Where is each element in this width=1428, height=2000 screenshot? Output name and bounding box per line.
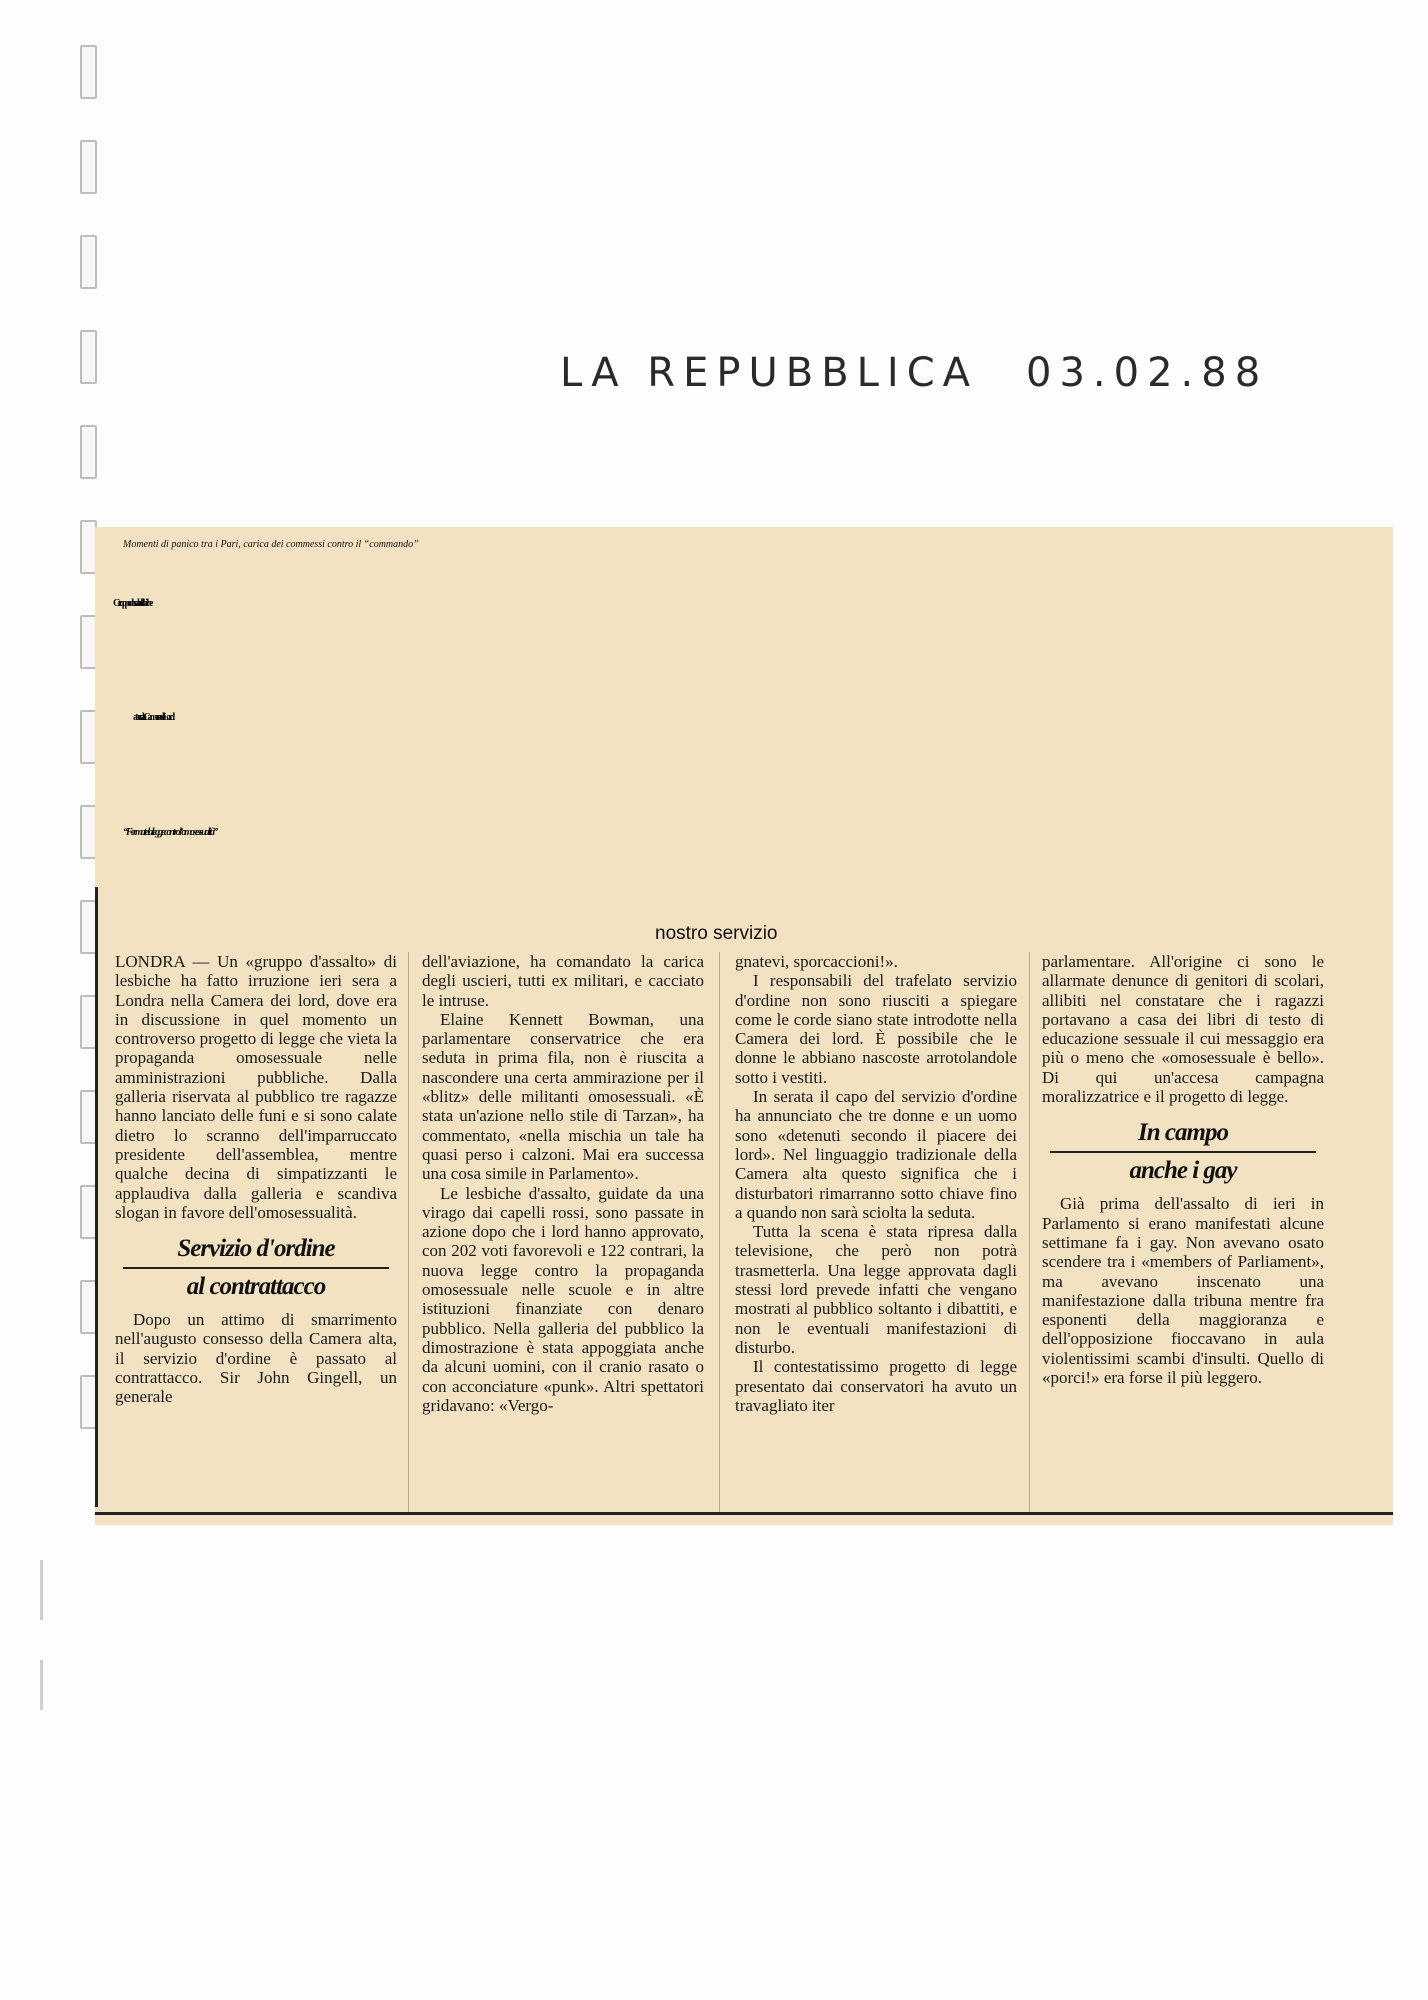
binder-hole-mark [80,425,97,479]
article-column-2 [422,952,704,1415]
handwritten-source-note [560,350,1316,396]
article-subhead: “Fermate la legge contro l’omosessualità” [123,827,216,838]
section-subtitle-line2: anche i gay [1129,1157,1237,1185]
paragraph: gnatevi, sporcaccioni!». [735,952,898,971]
article-byline: nostro servizio [655,923,778,944]
binder-hole-mark [80,330,97,384]
column-separator [719,952,720,1512]
binder-hole-mark [80,235,97,289]
article-headline-line2: attacca la Camera dei Lord [133,712,173,723]
section-subtitle [115,1234,397,1302]
handwritten-date: 03.02.88 [1026,350,1269,396]
section-subtitle-line1: Servizio d'ordine [177,1235,335,1263]
section-subtitle [1042,1118,1324,1186]
clipping-bottom-rule [95,1512,1393,1515]
article-headline-line1: Gruppo d’assalto di lesbiche [113,598,151,609]
article-column-4 [1042,952,1324,1387]
clipping-left-rule [95,887,98,1507]
paragraph: LONDRA — Un «gruppo d'assalto» di lesbiche ha fatto irruzione ieri sera a Londra nella Camera dei lord, dove era in discussione in quel momento un controverso progetto di legge che vieta la propaganda omosessuale nelle amministrazioni pubbliche. Dalla galleria riservata al pubblico tre ragazze hanno lanciato delle funi e si sono calate dietro lo scranno dell'imparruccato presidente dell'assemblea, mentre qualche decina di simpatizzanti le applaudiva dalla galleria e scandiva slogan in favore dell'omosessualità. [115,952,397,1222]
page-edge-mark [40,1560,43,1620]
paragraph: parlamentare. All'origine ci sono le allarmate denunce di genitori di scolari, allibiti nel constatare che i ragazzi portavano a casa dei libri di testo di educazione sessuale il cui messaggio era più o meno che «omosessuale è bello». Di qui un'accesa campagna moralizzatrice e il progetto di legge. [1042,952,1324,1107]
paragraph: Elaine Kennett Bowman, una parlamentare conservatrice che era seduta in prima fila, non è riuscita a nascondere una certa ammirazione per il «blitz» delle militanti omosessuali. «È stata un'azione nello stile di Tarzan», ha commentato, «nella mischia un tale ha quasi perso i calzoni. Mai era successa una cosa simile in Parlamento». [422,1009,704,1184]
paragraph: Il contestatissimo progetto di legge presentato dai conservatori ha avuto un travagliato iter [735,1357,1017,1415]
paragraph: Le lesbiche d'assalto, guidate da una virago dai capelli rossi, sono passate in azione dopo che i lord hanno approvato, con 202 voti favorevoli e 122 contrari, la nuova legge contro la propaganda omosessuale nelle scuole e in altre istituzioni finanziate con denaro pubblico. Nella galleria del pubblico la dimostrazione è stata appoggiata anche da alcuni uomini, con il cranio rasato o con acconciature «punk». Altri spettatori gridavano: «Vergo- [422,1183,704,1415]
article-column-1 [115,952,397,1407]
newspaper-clipping [95,527,1393,1525]
binder-hole-mark [80,45,97,99]
paragraph: Già prima dell'assalto di ieri in Parlamento si erano manifestati alcune settimane fa i gay. Non avevano osato scendere tra i «members of Parliament», ma avevano inscenato una manifestazione dalla tribuna mentre fra esponenti della maggioranza e dell'opposizione fioccavano in aula violentissimi scambi d'insulti. Quello di «porci!» era forse il più leggero. [1042,1194,1324,1388]
article-column-3 [735,952,1017,1415]
paragraph: In serata il capo del servizio d'ordine ha annunciato che tre donne e un uomo sono «detenuti secondo il piacere dei lord». Nel linguaggio tradizionale della Camera alta questo significa che i disturbatori rimarranno sotto chiave fino a quando non sarà sciolta la seduta. [735,1087,1017,1222]
handwritten-newspaper-name: LA REPUBBLICA [560,350,979,396]
paragraph: Tutta la scena è stata ripresa dalla televisione, che però non potrà trasmetterla. Una legge approvata dagli stessi lord prevede infatti che vengano mostrati al pubblico soltanto i dibattiti, e non le eventuali manifestazioni di disturbo. [735,1222,1017,1357]
paragraph: I responsabili del trafelato servizio d'ordine non sono riusciti a spiegare come le corde siano state introdotte nella Camera dei lord. È possibile che le donne le abbiano nascoste arrotolandole sotto i vestiti. [735,971,1017,1087]
column-separator [1029,952,1030,1512]
article-kicker: Momenti di panico tra i Pari, carica dei commessi contro il “commando” [123,539,419,550]
subtitle-rule [123,1267,389,1269]
section-subtitle-line1: In campo [1138,1119,1228,1147]
subtitle-rule [1050,1151,1316,1153]
column-separator [408,952,409,1512]
section-subtitle-line2: al contrattacco [186,1273,326,1301]
page-edge-mark [40,1660,43,1710]
paragraph: dell'aviazione, ha comandato la carica degli uscieri, tutti ex militari, e cacciato le intruse. [422,952,704,1010]
paragraph: Dopo un attimo di smarrimento nell'augusto consesso della Camera alta, il servizio d'ordine è passato al contrattacco. Sir John Gingell, un generale [115,1310,397,1407]
binder-hole-mark [80,140,97,194]
